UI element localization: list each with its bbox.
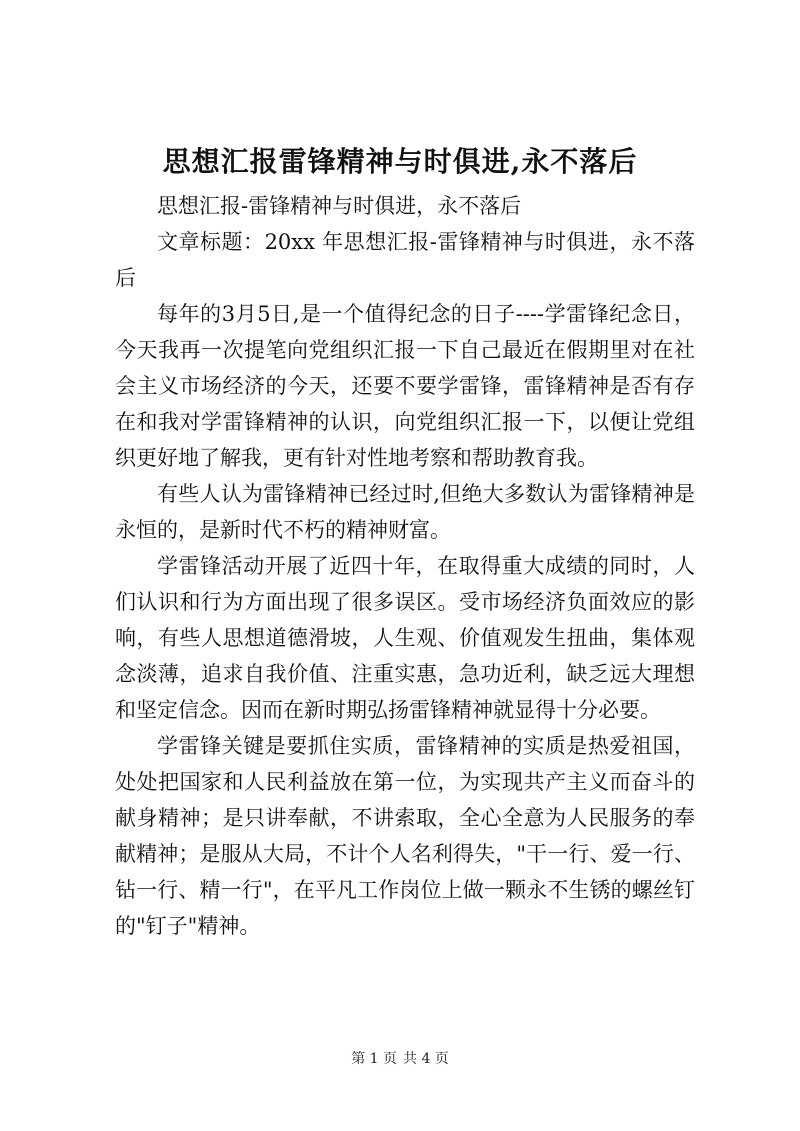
document-body: [115, 188, 695, 944]
paragraph: 有些人认为雷锋精神已经过时,但绝大多数认为雷锋精神是永恒的，是新时代不朽的精神财富。: [115, 482, 695, 542]
paragraph: 学雷锋关键是要抓住实质，雷锋精神的实质是热爱祖国，处处把国家和人民利益放在第一位，为实现共产主义而奋斗的献身精神；是只讲奉献，不讲索取，全心全意为人民服务的奉献精神；是服从大局，不计个人名利得失，"干一行、爱一行、钻一行、精一行"，在平凡工作岗位上做一颗永不生锈的螺丝钉的"钉子"精神。: [115, 734, 695, 938]
paragraph-article-title: 文章标题：20xx 年思想汇报-雷锋精神与时俱进，永不落后: [115, 230, 695, 290]
page-number: 第 1 页: [351, 1051, 397, 1067]
page-total: 共 4 页: [403, 1051, 449, 1067]
paragraph: 学雷锋活动开展了近四十年，在取得重大成绩的同时，人们认识和行为方面出现了很多误区。受市场经济负面效应的影响，有些人思想道德滑坡，人生观、价值观发生扭曲，集体观念淡薄，追求自我价值、注重实惠，急功近利，缺乏远大理想和坚定信念。因而在新时期弘扬雷锋精神就显得十分必要。: [115, 554, 695, 722]
paragraph-subtitle: 思想汇报-雷锋精神与时俱进，永不落后: [157, 194, 522, 218]
paragraph: 每年的3月5日,是一个值得纪念的日子----学雷锋纪念日，今天我再一次提笔向党组织汇报一下自己最近在假期里对在社会主义市场经济的今天，还要不要学雷锋，雷锋精神是否有存在和我对学雷锋精神的认识，向党组织汇报一下，以便让党组织更好地了解我，更有针对性地考察和帮助教育我。: [115, 302, 695, 470]
document-title: 思想汇报雷锋精神与时俱进,永不落后: [162, 145, 638, 178]
page-footer: [0, 1048, 800, 1068]
